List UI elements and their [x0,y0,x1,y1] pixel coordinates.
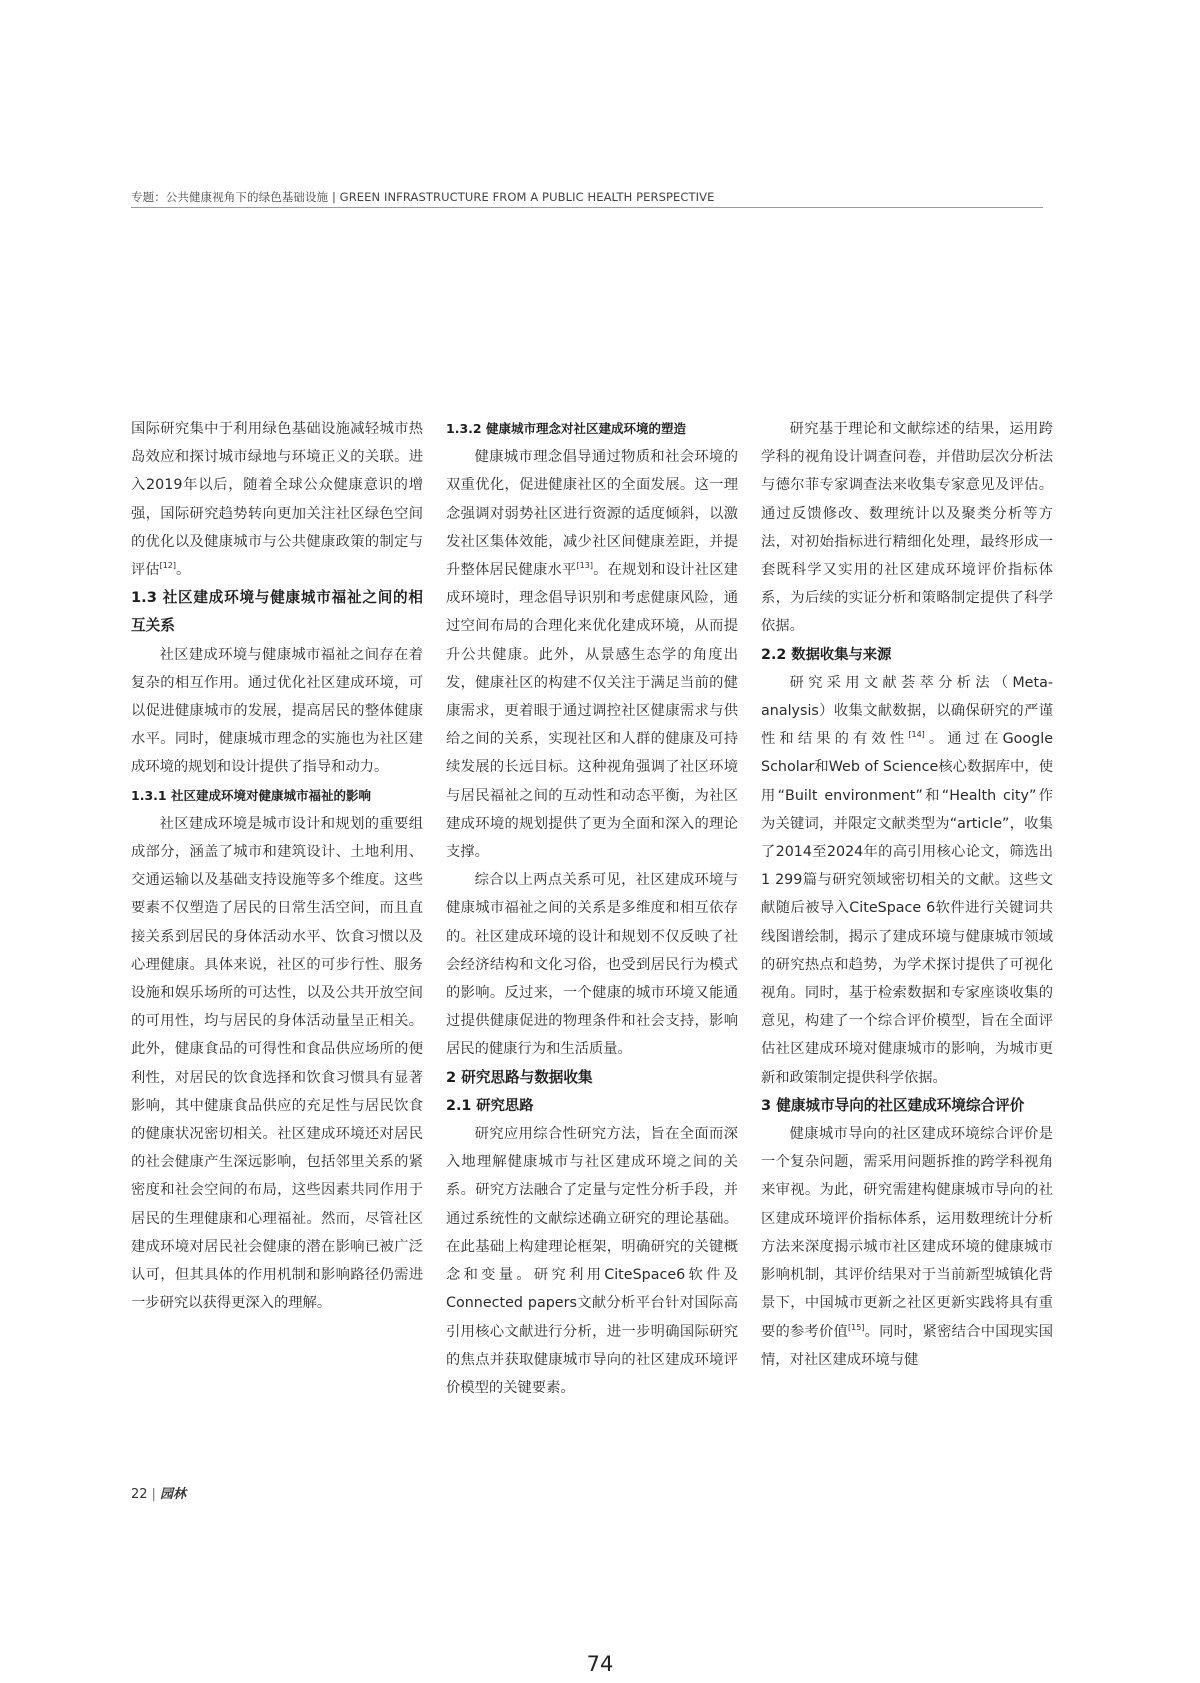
column-3 [761,415,1053,1374]
reference-13[interactable]: [13] [576,561,593,571]
reference-15[interactable]: [15] [848,1322,865,1332]
subsection-heading-1-3-2: 1.3.2 健康城市理念对社区建成环境的塑造 [446,421,686,436]
header-rule [131,207,1043,208]
subsection-heading-1-3-1: 1.3.1 社区建成环境对健康城市福祉的影响 [131,787,371,803]
reference-12[interactable]: [12] [159,561,177,571]
journal-logo: 园林 [159,1487,186,1502]
paragraph-3: 健康城市导向的社区建成环境综合评价是一个复杂问题，需采用问题拆推的跨学科视角来审视。为此，研究需建构健康城市导向的社区建成环境评价指标体系，运用数理统计分析方法来深度揭示城市社区建成环境的健康城市影响机制，其评价结果对于当前新型城镇化背景下，中国城市更新之社区更新实践将具有重要的参考价值[15]。同时，紧密结合中国现实国情，对社区建成环境与健 [761,1126,1054,1368]
paragraph-1-3-1: 社区建成环境是城市设计和规划的重要组成部分，涵盖了城市和建筑设计、土地利用、交通运输以及基础支持设施等多个维度。这些要素不仅塑造了居民的日常生活空间，而且直接关系到居民的身体活动水平、饮食习惯以及心理健康。具体来说，社区的可步行性、服务设施和娱乐场所的可达性，以及公共开放空间的可用性，均与居民的身体活动量呈正相关。此外，健康食品的可得性和食品供应场所的便利性，对居民的饮食选择和饮食习惯具有显著影响，其中健康食品供应的充足性与居民饮食的健康状况密切相关。社区建成环境还对居民的社会健康产生深远影响，包括邻里关系的紧密度和社会空间的布局，这些因素共同作用于居民的生理健康和心理福祉。然而，尽管社区建成环境对居民社会健康的潜在影响已被广泛认可，但其具体的作用机制和影响路径仍需进一步研究以获得更深入的理解。 [131,815,423,1312]
paragraph-intro-cont: 国际研究集中于利用绿色基础设施减轻城市热岛效应和探讨城市绿地与环境正义的关联。进入2019年以后，随着全球公众健康意识的增强，国际研究趋势转向更加关注社区绿色空间的优化以及健康城市与公共健康政策的制定与评估[12]。 [131,421,423,579]
page-number: 74 [586,1652,614,1676]
paragraph-1-3-2: 健康城市理念倡导通过物质和社会环境的双重优化，促进健康社区的全面发展。这一理念强调对弱势社区进行资源的适度倾斜，以激发社区集体效能，减少社区间健康差距，并提升整体居民健康水平[13]。在规划和设计社区建成环境时，理念倡导识别和考虑健康风险，通过空间布局的合理化来优化建成环境，从而提升公共健康。此外，从景感生态学的角度出发，健康社区的构建不仅关注于满足当前的健康需求，更着眼于通过调控社区健康需求与供给之间的关系，实现社区和人群的健康及可持续发展的长远目标。这种视角强调了社区环境与居民福祉之间的互动性和动态平衡，为社区建成环境的规划提供了更为全面和深入的理论支撑。 [446,449,739,861]
section-heading-2: 2 研究思路与数据收集 [446,1068,593,1086]
paragraph-summary: 综合以上两点关系可见，社区建成环境与健康城市福祉之间的关系是多维度和相互依存的。社区建成环境的设计和规划不仅反映了社会经济结构和文化习俗，也受到居民行为模式的影响。反过来，一个健康的城市环境又能通过提供健康促进的物理条件和社会支持，影响居民的健康行为和生活质量。 [446,872,738,1058]
folio-number: 22 [131,1487,148,1502]
footer-separator: | [151,1487,156,1502]
paragraph-2-1-cont: 研究基于理论和文献综述的结果，运用跨学科的视角设计调查问卷，并借助层次分析法与德尔菲专家调查法来收集专家意见及评估。通过反馈修改、数理统计以及聚类分析等方法，对初始指标进行精细化处理，最终形成一套既科学又实用的社区建成环境评价指标体系，为后续的实证分析和策略制定提供了科学依据。 [761,421,1053,635]
paragraph-1-3: 社区建成环境与健康城市福祉之间存在着复杂的相互作用。通过优化社区建成环境，可以促进健康城市的发展，提高居民的整体健康水平。同时，健康城市理念的实施也为社区建成环境的规划和设计提供了指导和动力。 [131,646,423,776]
running-header: 专题：公共健康视角下的绿色基础设施 | GREEN INFRASTRUCTURE FROM A PUBLIC HEALTH PERSPECTIVE [131,190,715,204]
column-2 [446,415,738,1402]
subsection-heading-2-2: 2.2 数据收集与来源 [761,646,892,663]
page-footer [131,1483,186,1502]
paragraph-2-2: 研究采用文献荟萃分析法（Meta-analysis）收集文献数据，以确保研究的严谨性和结果的有效性[14]。通过在Google Scholar和Web of Science核心数据库中，使用“Built environment”和“Health city”作为关键词，并限定文献类型为“article”，收集了2014至2024年的高引用核心论文，筛选出1 299篇与研究领域密切相关的文献。这些文献随后被导入CiteSpace 6软件进行关键词共线图谱绘制，揭示了建成环境与健康城市领域的研究热点和趋势，为学术探讨提供了可视化视角。同时，基于检索数据和专家座谈收集的意见，构建了一个综合评价模型，旨在全面评估社区建成环境对健康城市的影响，为城市更新和政策制定提供科学依据。 [761,674,1053,1086]
column-1 [131,415,423,1318]
section-heading-1-3: 1.3 社区建成环境与健康城市福祉之间的相互关系 [131,589,423,635]
paragraph-2-1: 研究应用综合性研究方法，旨在全面而深入地理解健康城市与社区建成环境之间的关系。研究方法融合了定量与定性分析手段，并通过系统性的文献综述确立研究的理论基础。在此基础上构建理论框架，明确研究的关键概念和变量。研究利用CiteSpace6软件及Connected papers文献分析平台针对国际高引用核心文献进行分析，进一步明确国际研究的焦点并获取健康城市导向的社区建成环境评价模型的关键要素。 [446,1126,738,1396]
section-heading-3: 3 健康城市导向的社区建成环境综合评价 [761,1096,1025,1114]
reference-14[interactable]: [14] [908,730,925,740]
subsection-heading-2-1: 2.1 研究思路 [446,1097,534,1114]
